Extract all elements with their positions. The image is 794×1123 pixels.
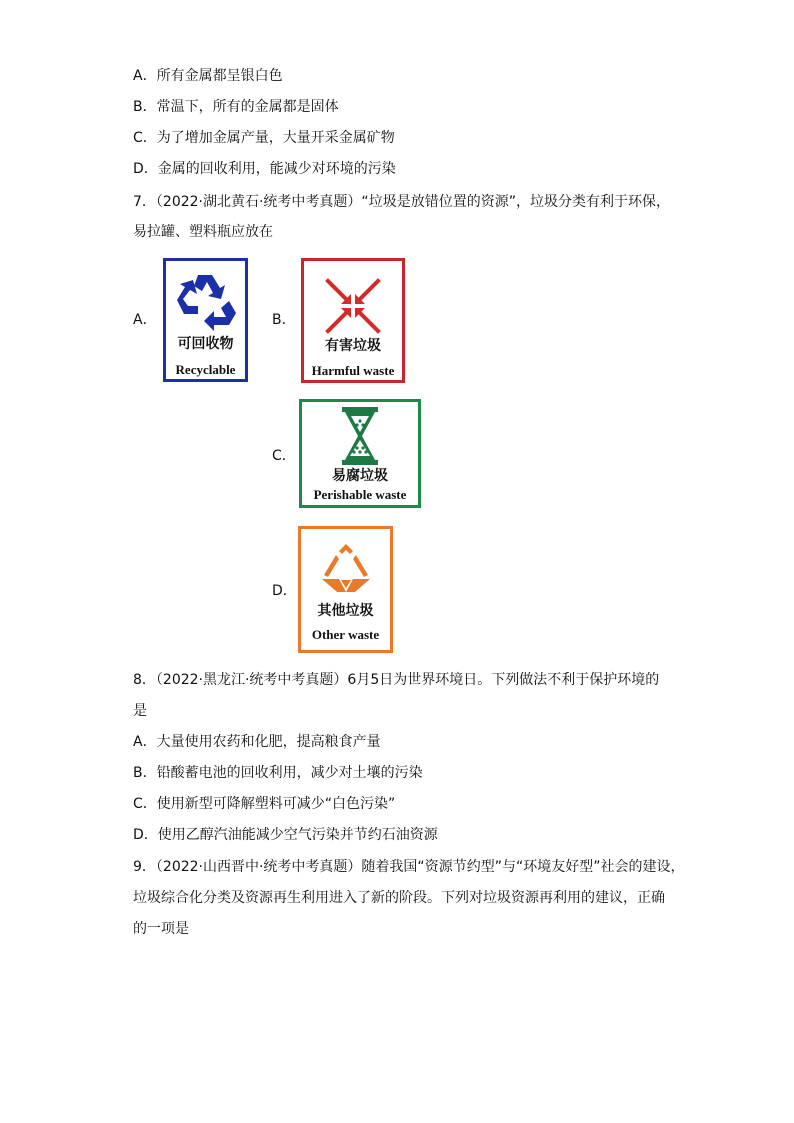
q6-option-b: B．常温下，所有的金属都是固体: [133, 99, 339, 115]
sign-d-zh-label: 其他垃圾: [317, 603, 374, 619]
q7-option-a-letter: A．: [133, 312, 157, 328]
sign-d-en-label: Other waste: [311, 627, 380, 642]
q7-option-b-harmful-sign: [301, 258, 405, 383]
q7-option-c-perishable-sign: [299, 399, 421, 508]
q9-stem-line1: 9．（2022·山西晋中·统考中考真题）随着我国“资源节约型”与“环境友好型”社会的建设，: [133, 859, 685, 875]
harmful-arrows-icon: [324, 277, 382, 335]
q8-option-d: D．使用乙醇汽油能减少空气污染并节约石油资源: [133, 827, 438, 843]
hourglass-icon: [338, 407, 382, 465]
q8-option-a: A．大量使用农药和化肥，提高粮食产量: [133, 734, 381, 750]
sign-c-en-label: Perishable waste: [313, 487, 407, 502]
q8-option-c: C．使用新型可降解塑料可减少“白色污染”: [133, 796, 396, 812]
q6-option-d: D．金属的回收利用，能减少对环境的污染: [133, 161, 396, 177]
other-waste-icon: [319, 542, 373, 594]
q6-option-c: C．为了增加金属产量，大量开采金属矿物: [133, 130, 395, 146]
sign-a-en-label: Recyclable: [175, 362, 236, 377]
sign-b-en-label: Harmful waste: [311, 363, 395, 378]
recycle-icon: [174, 267, 238, 331]
q7-option-a-recyclable-sign: [163, 258, 248, 382]
q7-option-b-letter: B．: [272, 312, 296, 328]
q7-option-d-other-sign: [298, 526, 393, 653]
sign-c-zh-label: 易腐垃圾: [332, 468, 388, 484]
q7-option-d-letter: D．: [272, 583, 297, 599]
q9-stem-line2: 垃圾综合化分类及资源再生利用进入了新的阶段。下列对垃圾资源再利用的建议，正确: [133, 890, 665, 906]
q7-stem-line2: 易拉罐、塑料瓶应放在: [133, 224, 273, 240]
q9-stem-line3: 的一项是: [133, 921, 189, 937]
q8-stem-line2: 是: [133, 703, 147, 719]
q8-stem-line1: 8．（2022·黑龙江·统考中考真题）6月5日为世界环境日。下列做法不利于保护环境的: [133, 672, 660, 688]
q8-option-b: B．铅酸蓄电池的回收利用，减少对土壤的污染: [133, 765, 423, 781]
q7-stem-line1: 7．（2022·湖北黄石·统考中考真题）“垃圾是放错位置的资源”，垃圾分类有利于环保，: [133, 194, 670, 210]
sign-b-zh-label: 有害垃圾: [325, 338, 381, 354]
q7-option-c-letter: C．: [272, 448, 296, 464]
sign-a-zh-label: 可回收物: [177, 336, 234, 352]
q6-option-a: A．所有金属都呈银白色: [133, 68, 283, 84]
